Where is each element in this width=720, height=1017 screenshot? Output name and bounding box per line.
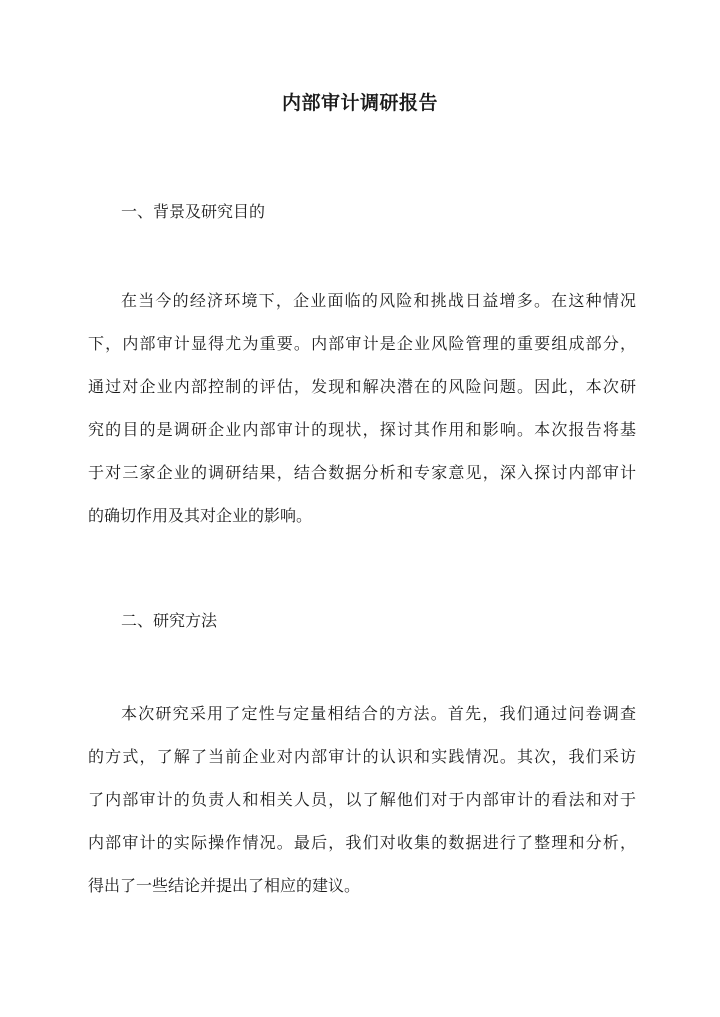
paragraph-line: 究的目的是调研企业内部审计的现状，探讨其作用和影响。本次报告将基 — [88, 420, 638, 439]
section-paragraph-methods — [88, 703, 636, 903]
paragraph-line: 下，内部审计显得尤为重要。内部审计是企业风险管理的重要组成部分， — [88, 334, 638, 353]
section-heading-background: 一、背景及研究目的 — [121, 202, 266, 221]
paragraph-line: 在当今的经济环境下，企业面临的风险和挑战日益增多。在这种情况 — [121, 291, 638, 310]
paragraph-line: 的方式，了解了当前企业对内部审计的认识和实践情况。其次，我们采访 — [88, 747, 638, 766]
paragraph-line: 通过对企业内部控制的评估，发现和解决潜在的风险问题。因此，本次研 — [88, 377, 638, 396]
section-heading-methods: 二、研究方法 — [121, 611, 218, 630]
paragraph-line: 得出了一些结论并提出了相应的建议。 — [88, 876, 361, 895]
paragraph-line: 的确切作用及其对企业的影响。 — [88, 506, 313, 525]
paragraph-line: 于对三家企业的调研结果，结合数据分析和专家意见，深入探讨内部审计 — [88, 463, 638, 482]
paragraph-line: 内部审计的实际操作情况。最后，我们对收集的数据进行了整理和分析， — [88, 833, 638, 852]
paragraph-line: 本次研究采用了定性与定量相结合的方法。首先，我们通过问卷调查 — [121, 704, 638, 723]
paragraph-line: 了内部审计的负责人和相关人员，以了解他们对于内部审计的看法和对于 — [88, 790, 638, 809]
document-title: 内部审计调研报告 — [281, 92, 438, 114]
section-paragraph-background — [88, 290, 636, 540]
